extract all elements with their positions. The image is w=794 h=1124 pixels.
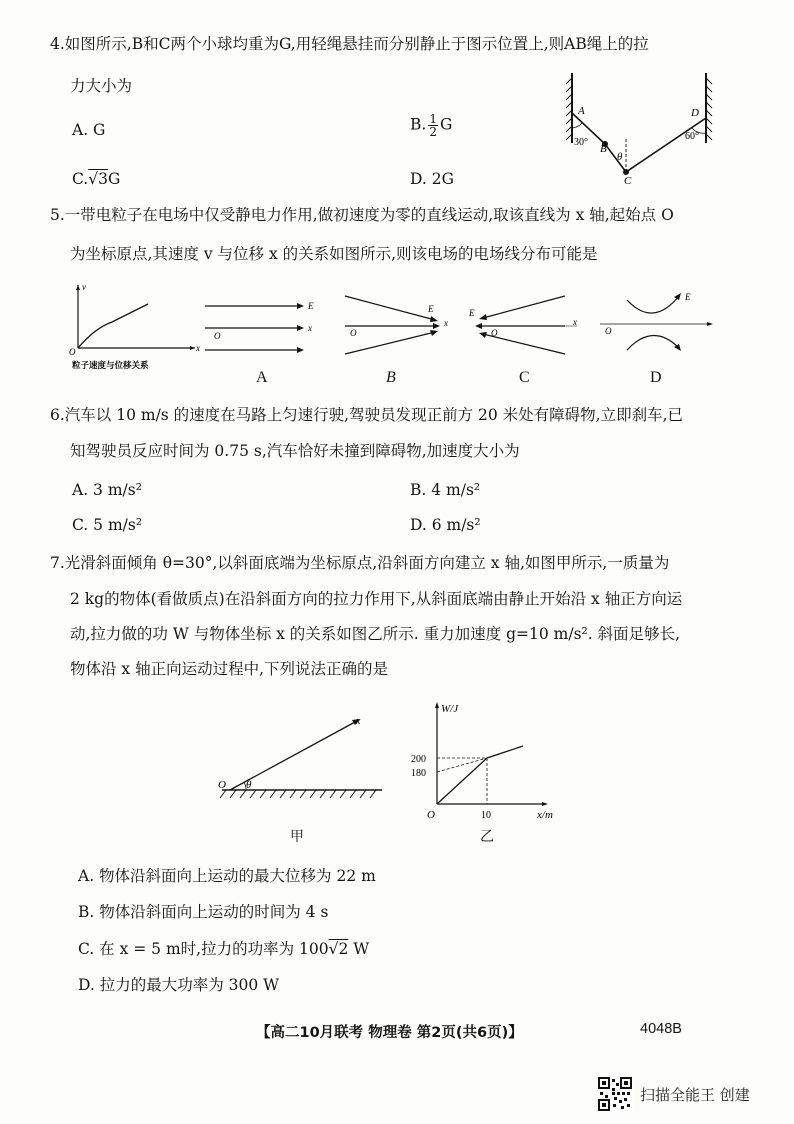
q7-option-d: D. 拉力的最大功率为 300 W bbox=[78, 976, 280, 994]
angle-d: 60° bbox=[685, 131, 699, 142]
q7-stem-line4: 物体沿 x 轴正向运动过程中,下列说法正确的是 bbox=[70, 660, 389, 678]
origin-label: O bbox=[218, 779, 226, 791]
field-e: E bbox=[308, 301, 314, 311]
field-x: x bbox=[308, 323, 312, 333]
q5-field-b bbox=[340, 290, 460, 358]
exam-code: 4048B bbox=[640, 1021, 682, 1037]
q5-vx-graph bbox=[60, 280, 200, 375]
ground-hatch bbox=[220, 790, 376, 798]
origin-label: O bbox=[427, 809, 435, 821]
graph-xlabel: x bbox=[196, 343, 200, 353]
fraction-numerator: 1 bbox=[429, 112, 437, 126]
q6-stem-line2: 知驾驶员反应时间为 0.75 s,汽车恰好未撞到障碍物,加速度大小为 bbox=[70, 442, 520, 460]
q4-option-b-fraction bbox=[428, 113, 438, 138]
q4-option-d: D. 2G bbox=[410, 170, 454, 188]
label-b: B bbox=[600, 143, 607, 155]
q5-field-d bbox=[595, 288, 715, 358]
field-x: x bbox=[573, 317, 577, 327]
q7-option-c bbox=[78, 937, 369, 959]
q5-option-c: C bbox=[519, 369, 530, 386]
q5-field-c bbox=[465, 290, 585, 358]
q7-caption-yi: 乙 bbox=[480, 829, 494, 845]
field-o: O bbox=[491, 328, 498, 338]
q5-stem-line2: 为坐标原点,其速度 v 与位移 x 的关系如图所示,则该电场的电场线分布可能是 bbox=[70, 245, 598, 263]
label-d: D bbox=[691, 107, 699, 119]
q4-option-c-suffix: G bbox=[107, 170, 121, 188]
tick-10: 10 bbox=[481, 810, 491, 821]
q4-option-c-root: √3 bbox=[88, 170, 108, 188]
q6-option-b: B. 4 m/s² bbox=[410, 481, 481, 499]
q6-option-d: D. 6 m/s² bbox=[410, 516, 481, 534]
field-o: O bbox=[605, 326, 612, 336]
q4-option-a: A. G bbox=[72, 121, 106, 139]
field-o: O bbox=[350, 328, 357, 338]
q4-option-b bbox=[410, 113, 452, 138]
field-e: E bbox=[428, 304, 434, 314]
angle-a: 30° bbox=[574, 137, 588, 148]
q6-option-c: C. 5 m/s² bbox=[72, 516, 143, 534]
angle-arc-a bbox=[572, 123, 582, 128]
q4-option-b-prefix: B. bbox=[410, 115, 427, 134]
q7-option-a: A. 物体沿斜面向上运动的最大位移为 22 m bbox=[78, 867, 376, 885]
q7-option-c-prefix: C. 在 x = 5 m时,拉力的功率为 100 bbox=[78, 940, 329, 958]
q5-option-d: D bbox=[650, 369, 662, 386]
theta-label: θ bbox=[246, 779, 252, 791]
w-x-line-segment-2 bbox=[487, 746, 523, 758]
fraction-denominator: 2 bbox=[429, 125, 437, 139]
q4-figure bbox=[560, 68, 720, 186]
axis-x-label: x bbox=[356, 716, 361, 727]
tick-200: 200 bbox=[411, 754, 426, 765]
field-e: E bbox=[685, 292, 691, 302]
label-c: C bbox=[624, 175, 632, 186]
label-a: A bbox=[578, 105, 585, 117]
page-footer: 【高二10月联考 物理卷 第2页(共6页)】 bbox=[256, 1025, 523, 1041]
q7-option-c-suffix: W bbox=[348, 940, 370, 958]
q4-option-c-prefix: C. bbox=[72, 170, 89, 188]
q7-stem-line3: 动,拉力做的功 W 与物体坐标 x 的关系如图乙所示. 重力加速度 g=10 m/s². 斜面足够长, bbox=[70, 625, 681, 643]
rope bbox=[572, 113, 706, 172]
graph-origin: O bbox=[69, 347, 76, 357]
q7-stem-line2: 2 kg的物体(看做质点)在沿斜面方向的拉力作用下,从斜面底端由静止开始沿 x 轴正方向运 bbox=[70, 590, 683, 608]
y-axis-label: W/J bbox=[441, 703, 459, 715]
q6-option-a: A. 3 m/s² bbox=[72, 481, 142, 499]
graph-ylabel: v bbox=[82, 282, 86, 292]
q7-stem-line1: 7.光滑斜面倾角 θ=30°,以斜面底端为坐标原点,沿斜面方向建立 x 轴,如图甲所示,一质量为 bbox=[50, 554, 670, 572]
q4-option-b-suffix: G bbox=[439, 115, 453, 134]
q5-option-b: B bbox=[386, 369, 396, 386]
field-x: x bbox=[444, 318, 448, 328]
theta-label: θ bbox=[617, 151, 623, 163]
q6-stem-line1: 6.汽车以 10 m/s 的速度在马路上匀速行驶,驾驶员发现正前方 20 米处有障碍物,立即刹车,已 bbox=[50, 406, 684, 424]
q4-stem-line2: 力大小为 bbox=[70, 77, 133, 95]
q7-figure-jia bbox=[210, 710, 390, 805]
q5-option-a: A bbox=[256, 369, 268, 386]
q4-option-c bbox=[72, 170, 120, 188]
qr-code-icon bbox=[597, 1076, 633, 1112]
q4-stem-line1: 4.如图所示,B和C两个小球均重为G,用轻绳悬挂而分别静止于图示位置上,则AB绳上的拉 bbox=[50, 35, 649, 53]
scanner-watermark: 扫描全能王 创建 bbox=[640, 1086, 750, 1104]
tick-180: 180 bbox=[411, 768, 426, 779]
x-axis-label: x/m bbox=[537, 809, 553, 821]
v-x-curve bbox=[78, 304, 148, 348]
q5-field-a bbox=[200, 292, 330, 357]
q7-caption-jia: 甲 bbox=[290, 829, 304, 845]
q7-option-c-root: √2 bbox=[328, 940, 349, 958]
field-e: E bbox=[469, 308, 475, 318]
q7-figure-yi bbox=[405, 696, 575, 826]
graph-caption: 粒子速度与位移关系 bbox=[72, 360, 149, 370]
q5-stem-line1: 5.一带电粒子在电场中仅受静电力作用,做初速度为零的直线运动,取该直线为 x 轴,起始点 O bbox=[50, 206, 674, 224]
field-o: O bbox=[214, 331, 221, 341]
q7-option-b: B. 物体沿斜面向上运动的时间为 4 s bbox=[78, 903, 329, 921]
